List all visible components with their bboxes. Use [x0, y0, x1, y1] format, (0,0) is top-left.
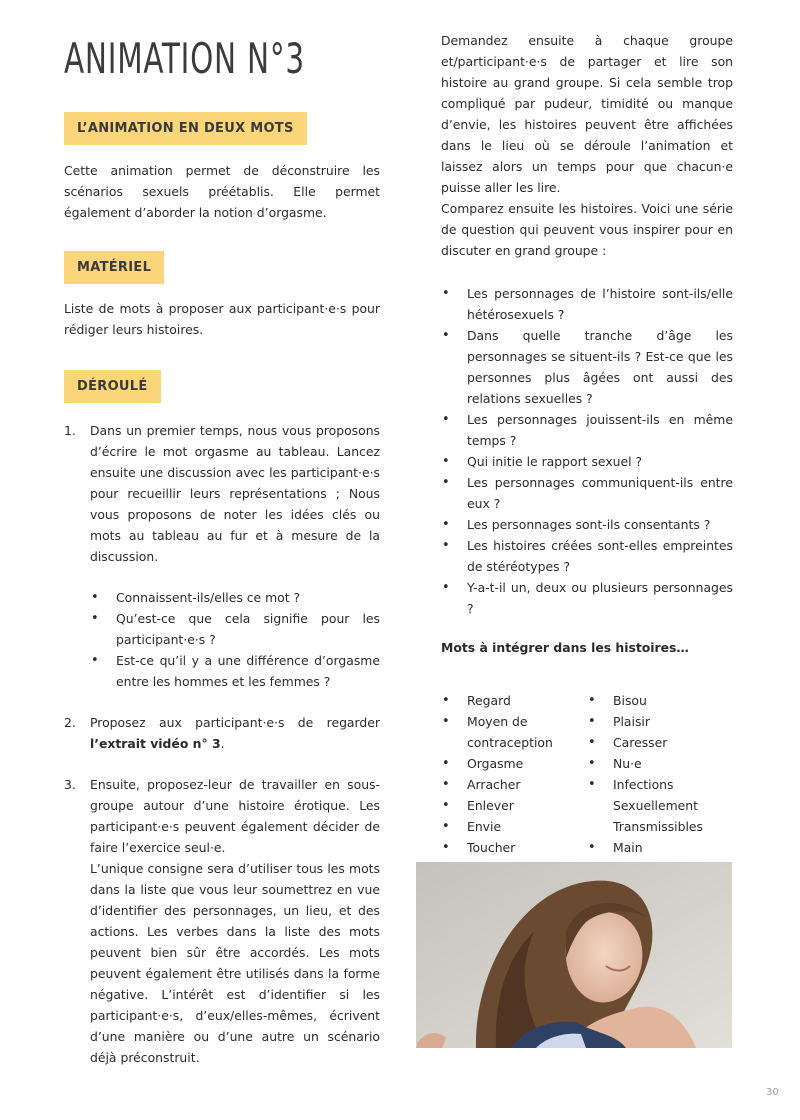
deroule-heading: DÉROULÉ	[64, 370, 161, 403]
portrait-illustration	[416, 862, 732, 1048]
step-3-number: 3.	[64, 777, 76, 792]
list-item: • Nu·e	[587, 753, 733, 774]
list-item: • Les personnages de l’histoire sont-ils/elle hétérosexuels ?	[441, 283, 733, 325]
step-2-text	[90, 712, 380, 754]
materiel-section	[64, 251, 380, 340]
left-column	[64, 30, 380, 1068]
step-2-text-start: Proposez aux participant·e·s de regarder	[90, 715, 380, 730]
list-item: • Bisou	[587, 690, 733, 711]
list-item: • Toucher	[441, 837, 587, 858]
summary-section	[64, 112, 380, 223]
step-1-text: Dans un premier temps, nous vous proposons d’écrire le mot orgasme au tableau. Lancez ensuite une discussion avec les participant·e·s pour recueillir leurs représentations ; Nous vous proposons de noter les idées clés ou mots au tableau au fur et à mesure de la discussion.	[90, 423, 380, 564]
step-2-text-end: .	[220, 736, 225, 751]
summary-text: Cette animation permet de déconstruire les scénarios sexuels préétablis. Elle permet également d’aborder la notion d’orgasme.	[64, 163, 380, 220]
questions-list	[441, 283, 733, 619]
step-2	[64, 712, 380, 754]
list-item: • Moyen de contraception	[441, 711, 587, 753]
materiel-heading: MATÉRIEL	[64, 251, 164, 284]
list-item: • Y-a-t-il un, deux ou plusieurs personnages ?	[441, 577, 733, 619]
list-item: • Dans quelle tranche d’âge les personnages se situent-ils ? Est-ce que les personnes plus âgées ont aussi des relations sexuelles ?	[441, 325, 733, 409]
steps-list	[64, 420, 380, 1068]
sharing-paragraph: Demandez ensuite à chaque groupe et/participant·e·s de partager et lire son histoire au grand groupe. Si cela semble trop compliqué par pudeur, timidité ou manque d’envie, les histoires peuvent être affichées dans le lieu où se déroule l’animation et laissez alors un temps pour que chacun·e puisse aller les lire.	[441, 33, 733, 195]
words-heading: Mots à intégrer dans les histoires…	[441, 640, 689, 655]
list-item: • Les personnages communiquent-ils entre eux ?	[441, 472, 733, 514]
list-item: • Les histoires créées sont-elles empreintes de stéréotypes ?	[441, 535, 733, 577]
step-2-number: 2.	[64, 715, 76, 730]
step-3-instructions: L’unique consigne sera d’utiliser tous les mots dans la liste que vous leur soumettrez en vue d’identifier des personnages, un lieu, et des actions. Les verbes dans la liste des mots peuvent bien sûr être accordés. Les mots peuvent également être utilisés dans la forme négative. L’intérêt est d’identifier si les participant·e·s, d’eux/elles-mêmes, écrivent d’une manière ou d’une autre un scénario déjà préconstruit.	[90, 861, 380, 1065]
list-item: • Regard	[441, 690, 587, 711]
step-3-text: Ensuite, proposez-leur de travailler en sous-groupe autour d’une histoire érotique. Les participant·e·s peuvent également décider de faire l’exercice seul·e.	[90, 777, 380, 855]
list-item: • Arracher	[441, 774, 587, 795]
step-2-video-reference: l’extrait vidéo n° 3	[90, 736, 221, 751]
list-item: • Qui initie le rapport sexuel ?	[441, 451, 733, 472]
page-title: ANIMATION N°3	[64, 34, 305, 83]
list-item: • Les personnages sont-ils consentants ?	[441, 514, 733, 535]
portrait-photo	[416, 862, 732, 1048]
words-list	[441, 690, 733, 879]
list-item: • Main	[587, 837, 733, 858]
list-item: • Envie	[441, 816, 587, 837]
list-item: • Connaissent-ils/elles ce mot ?	[90, 587, 380, 608]
list-item: • Caresser	[587, 732, 733, 753]
list-item: • Orgasme	[441, 753, 587, 774]
materiel-text: Liste de mots à proposer aux participant·e·s pour rédiger leurs histoires.	[64, 301, 380, 337]
summary-heading: L’ANIMATION EN DEUX MOTS	[64, 112, 307, 145]
list-item: • Infections Sexuellement Transmissibles	[587, 774, 733, 837]
step-1-number: 1.	[64, 423, 76, 438]
step-3	[64, 774, 380, 1068]
words-column-1	[441, 690, 587, 879]
list-item: • Les personnages jouissent-ils en même temps ?	[441, 409, 733, 451]
compare-paragraph: Comparez ensuite les histoires. Voici une série de question qui peuvent vous inspirer pour en discuter en grand groupe :	[441, 201, 733, 258]
page-number: 30	[766, 1087, 779, 1098]
step-1-bullets	[90, 587, 380, 692]
list-item: • Qu’est-ce que cela signifie pour les participant·e·s ?	[90, 608, 380, 650]
step-1	[64, 420, 380, 692]
words-column-2	[587, 690, 733, 879]
list-item: • Enlever	[441, 795, 587, 816]
deroule-section	[64, 370, 380, 1068]
list-item: • Plaisir	[587, 711, 733, 732]
list-item: • Est-ce qu’il y a une différence d’orgasme entre les hommes et les femmes ?	[90, 650, 380, 692]
right-column	[441, 30, 733, 879]
